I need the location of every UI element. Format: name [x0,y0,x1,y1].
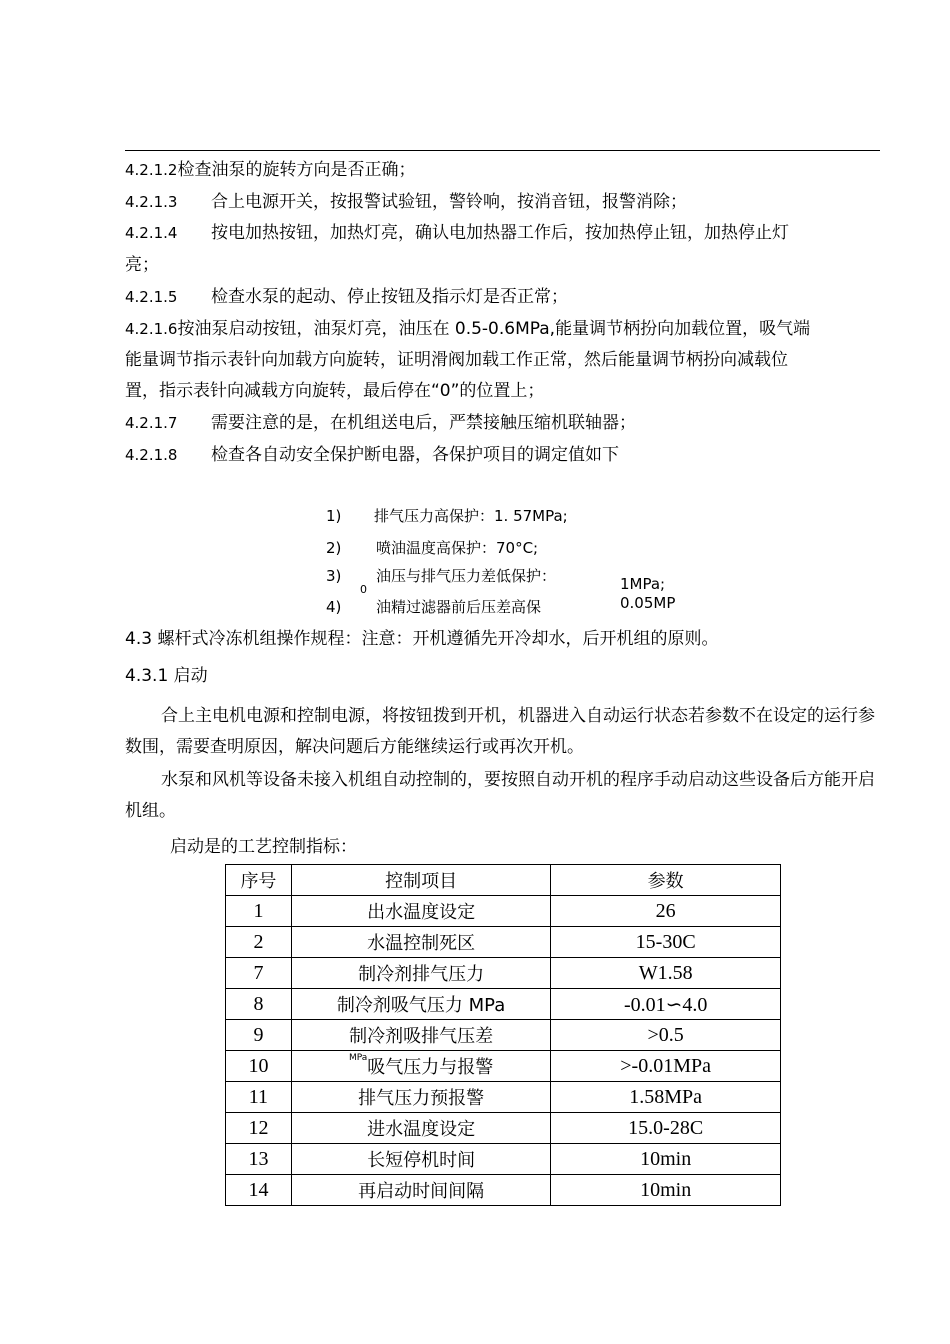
row-item: 水温控制死区 [291,927,550,958]
row-value: 10min [551,1144,781,1175]
protection-item-1 [326,506,568,526]
row-item: 制冷剂吸排气压差 [291,1020,550,1051]
table-row [226,927,781,958]
line-4-2-1-8 [125,445,619,465]
row-item: 出水温度设定 [291,896,550,927]
header-index: 序号 [226,865,292,896]
row-item: 再启动时间间隔 [291,1175,550,1206]
protection-item-4 [326,597,541,617]
row-item-text: 吸气压力与报警 [367,1057,494,1078]
protection-value-4: 0.05MP [620,594,676,612]
row-index: 11 [226,1082,292,1113]
protection-index: 2) [326,539,342,557]
protection-value-3: 1MPa; [620,575,666,593]
item-number: 4.2.1.5 [125,288,178,306]
item-text: 检查各自动安全保护断电器，各保护项目的调定值如下 [211,445,619,465]
line-continuation [125,255,159,275]
row-value: 26 [551,896,781,927]
table-row [226,1144,781,1175]
row-index: 13 [226,1144,292,1175]
item-number: 4.2.1.4 [125,224,178,242]
header-rule [125,150,880,151]
protection-text: 排气压力高保护：1. 57MPa; [374,507,568,525]
line-4-2-1-3 [125,192,687,212]
line-4-2-1-2 [125,160,415,180]
table-row [226,896,781,927]
header-param: 参数 [551,865,781,896]
table-row [226,1020,781,1051]
control-parameters-table [225,864,781,1206]
item-text: 置，指示表针向减载方向旋转，最后停在“0”的位置上； [125,381,545,401]
table-row [226,1175,781,1206]
item-number: 4.2.1.8 [125,446,178,464]
table-header-row [226,865,781,896]
protection-index: 4) [326,598,342,616]
row-item: 长短停机时间 [291,1144,550,1175]
row-value: 1.58MPa [551,1082,781,1113]
row-item: 制冷剂吸气压力 MPa [291,989,550,1020]
table-row [226,1113,781,1144]
item-text: 能量调节指示表针向加载方向旋转，证明滑阀加载工作正常，然后能量调节柄扮向减载位 [125,350,788,370]
row-index: 1 [226,896,292,927]
protection-index: 3) [326,567,342,585]
row-index: 2 [226,927,292,958]
protection-text: 油精过滤器前后压差高保 [376,598,542,616]
item-text: 需要注意的是，在机组送电后，严禁接触压缩机联轴器； [211,413,636,433]
row-index: 14 [226,1175,292,1206]
item-text: 检查水泵的起动、停止按钮及指示灯是否正常； [211,287,568,307]
row-value: 15.0-28C [551,1113,781,1144]
item-number: 4.2.1.6 [125,320,178,338]
row-item: 排气压力预报警 [291,1082,550,1113]
item-text: 检查油泵的旋转方向是否正确； [177,160,416,180]
table-caption: 启动是的工艺控制指标： [170,837,357,857]
row-value: >0.5 [551,1020,781,1051]
row-value: >-0.01MPa [551,1051,781,1082]
paragraph-pumps: 水泵和风机等设备未接入机组自动控制的，要按照自动开机的程序手动启动这些设备后方能开启机组。 [125,770,875,821]
row-item: 制冷剂排气压力 [291,958,550,989]
row-index: 9 [226,1020,292,1051]
line-continuation [125,381,544,401]
line-4-2-1-6 [125,319,810,339]
section-heading-4-3-1: 4.3.1 启动 [125,666,208,686]
row-index: 12 [226,1113,292,1144]
row-index: 7 [226,958,292,989]
unit-tag: MPa [348,1053,368,1063]
protection-text: 油压与排气压力差低保护： [376,567,557,585]
protection-item-2 [326,538,538,558]
item-text: 按油泵启动按钮，油泵灯亮，油压在 0.5-0.6MPa,能量调节柄扮向加载位置，吸气端 [177,319,811,339]
protection-item-3 [326,566,556,586]
item-text: 按电加热按钮，加热灯亮，确认电加热器工作后，按加热停止钮，加热停止灯 [211,223,789,243]
item-text: 合上电源开关，按报警试验钮，警铃响，按消音钮，报警消除； [211,192,687,212]
line-4-2-1-4 [125,223,789,243]
protection-index: 1) [326,507,342,525]
protection-text: 喷油温度高保护：70°C; [376,539,539,557]
row-value: W1.58 [551,958,781,989]
section-heading-4-3: 4.3 螺杆式冷冻机组操作规程：注意：开机遵循先开冷却水，后开机组的原则。 [125,629,719,649]
row-value: 10min [551,1175,781,1206]
row-item [291,1051,550,1082]
item-text: 亮； [125,255,159,275]
row-value: 15-30C [551,927,781,958]
row-index: 10 [226,1051,292,1082]
item-number: 4.2.1.3 [125,193,178,211]
line-continuation [125,350,788,370]
table-row [226,958,781,989]
stray-mark: 0 [360,583,367,596]
table-row [226,989,781,1020]
paragraph-startup: 合上主电机电源和控制电源，将按钮拨到开机，机器进入自动运行状态若参数不在设定的运行参数围，需要查明原因，解决问题后方能继续运行或再次开机。 [125,706,875,757]
item-number: 4.2.1.7 [125,414,178,432]
table-row [226,1082,781,1113]
header-item: 控制项目 [291,865,550,896]
row-item: 进水温度设定 [291,1113,550,1144]
row-value: -0.01∽4.0 [551,989,781,1020]
line-4-2-1-5 [125,287,568,307]
table-row [226,1051,781,1082]
row-index: 8 [226,989,292,1020]
item-number: 4.2.1.2 [125,161,178,179]
line-4-2-1-7 [125,413,636,433]
